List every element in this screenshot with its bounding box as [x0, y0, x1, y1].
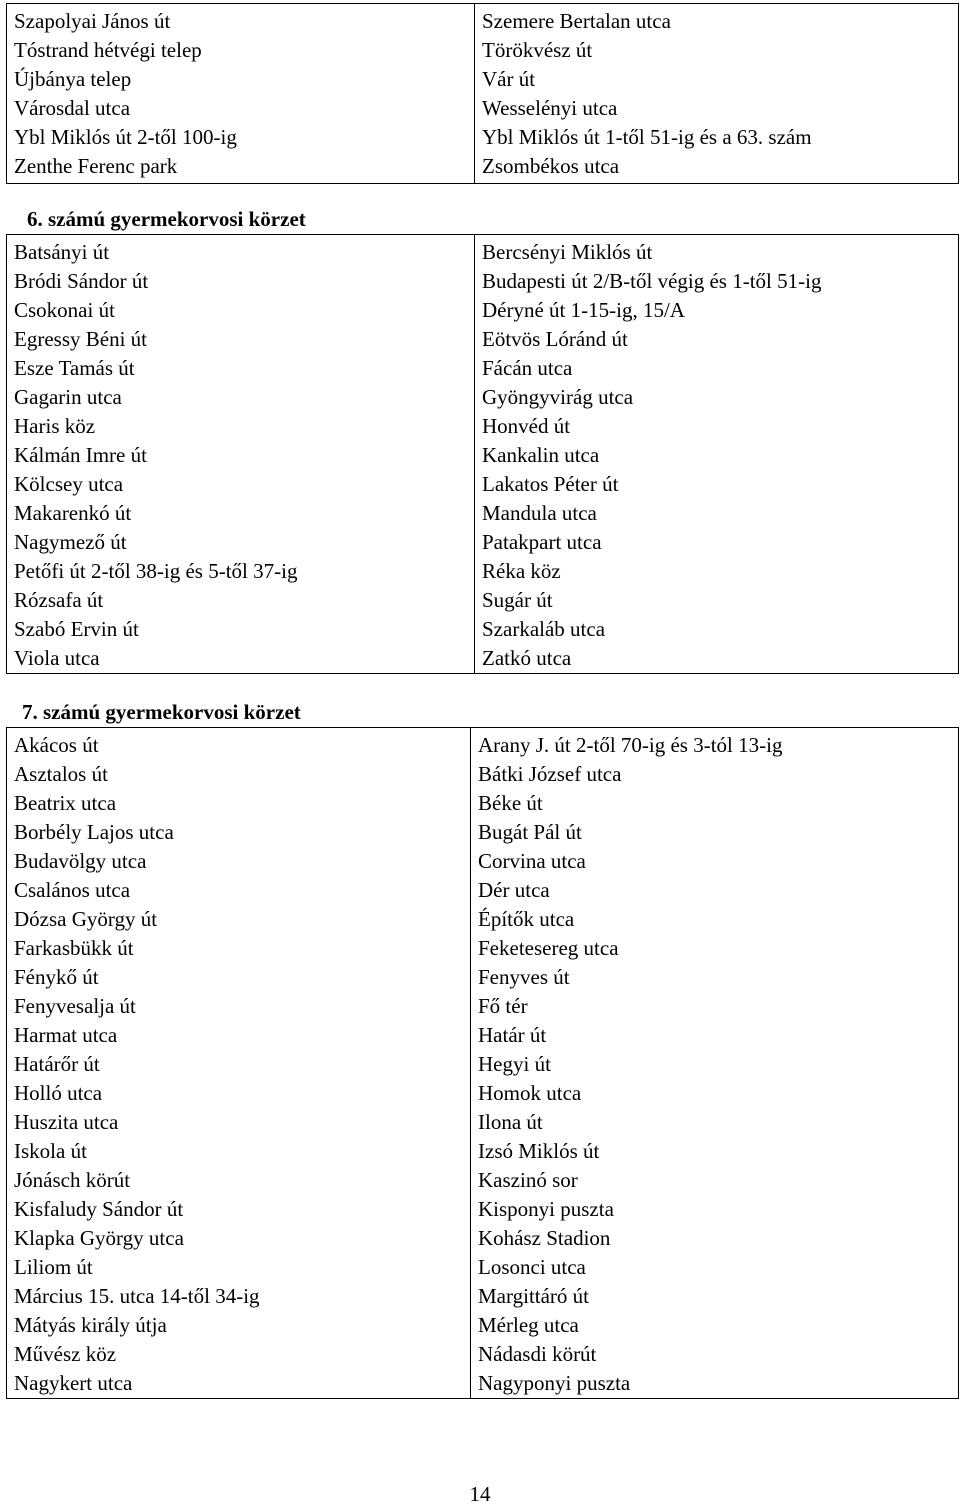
street-name: Mandula utca — [482, 501, 597, 525]
street-name: Ilona út — [478, 1110, 543, 1134]
street-column-right — [471, 728, 959, 1399]
street-name: Budavölgy utca — [14, 849, 147, 873]
street-name: Viola utca — [14, 646, 100, 670]
street-column-right — [475, 235, 959, 674]
street-name: Egressy Béni út — [14, 327, 147, 351]
street-name: Ybl Miklós út 1-től 51-ig és a 63. szám — [482, 125, 812, 149]
street-name: Asztalos út — [14, 762, 108, 786]
street-table-top — [6, 3, 959, 184]
street-name: Nádasdi körút — [478, 1342, 597, 1366]
street-name: Fenyvesalja út — [14, 994, 136, 1018]
street-name: Klapka György utca — [14, 1226, 184, 1250]
street-name: Kisfaludy Sándor út — [14, 1197, 184, 1221]
street-name: Harmat utca — [14, 1023, 118, 1047]
street-name: Honvéd út — [482, 414, 571, 438]
street-name: Réka köz — [482, 559, 561, 583]
street-name: Bródi Sándor út — [14, 269, 149, 293]
street-name: Törökvész út — [482, 38, 593, 62]
street-name: Losonci utca — [478, 1255, 586, 1279]
street-name: Nagymező út — [14, 530, 127, 554]
street-name: Déryné út 1-15-ig, 15/A — [482, 298, 685, 322]
street-name: Eötvös Lóránd út — [482, 327, 628, 351]
street-name: Sugár út — [482, 588, 553, 612]
street-name: Makarenkó út — [14, 501, 132, 525]
street-name: Feketesereg utca — [478, 936, 619, 960]
street-name: Határ út — [478, 1023, 547, 1047]
street-name: Szemere Bertalan utca — [482, 9, 671, 33]
street-name: Nagyponyi puszta — [478, 1371, 631, 1395]
street-name: Zatkó utca — [482, 646, 572, 670]
street-name: Farkasbükk út — [14, 936, 134, 960]
street-name: Szapolyai János út — [14, 9, 171, 33]
street-name: Huszita utca — [14, 1110, 119, 1134]
street-name: Homok utca — [478, 1081, 582, 1105]
street-name: Városdal utca — [14, 96, 131, 120]
street-name: Batsányi út — [14, 240, 110, 264]
street-name: Csalános utca — [14, 878, 131, 902]
street-name: Kaszinó sor — [478, 1168, 578, 1192]
street-name: Lakatos Péter út — [482, 472, 619, 496]
street-name: Fácán utca — [482, 356, 573, 380]
street-name: Építők utca — [478, 907, 575, 931]
street-name: Gagarin utca — [14, 385, 122, 409]
street-name: Borbély Lajos utca — [14, 820, 174, 844]
street-name: Mérleg utca — [478, 1313, 579, 1337]
street-name: Petőfi út 2-től 38-ig és 5-től 37-ig — [14, 559, 298, 583]
street-name: Liliom út — [14, 1255, 93, 1279]
street-name: Kankalin utca — [482, 443, 600, 467]
street-name: Művész köz — [14, 1342, 117, 1366]
street-column-left — [7, 728, 471, 1399]
street-name: Szabó Ervin út — [14, 617, 139, 641]
street-name: Nagykert utca — [14, 1371, 133, 1395]
street-name: Ybl Miklós út 2-től 100-ig — [14, 125, 237, 149]
street-name: Kohász Stadion — [478, 1226, 611, 1250]
street-table-district-6 — [6, 234, 959, 674]
page-number: 14 — [469, 1482, 491, 1506]
street-name: Budapesti út 2/B-től végig és 1-től 51-ig — [482, 269, 822, 293]
street-name: Kálmán Imre út — [14, 443, 147, 467]
street-name: Béke út — [478, 791, 543, 815]
street-name: Zsombékos utca — [482, 154, 620, 178]
street-name: Határőr út — [14, 1052, 100, 1076]
street-name: Akácos út — [14, 733, 99, 757]
street-name: Jónásch körút — [14, 1168, 131, 1192]
street-column-right — [475, 4, 959, 184]
street-name: Beatrix utca — [14, 791, 117, 815]
street-name: Margittáró út — [478, 1284, 590, 1308]
street-name: Bercsényi Miklós út — [482, 240, 653, 264]
street-name: Újbánya telep — [14, 67, 132, 91]
street-name: Patakpart utca — [482, 530, 602, 554]
street-name: Fő tér — [478, 994, 528, 1018]
street-name: Corvina utca — [478, 849, 586, 873]
street-name: Haris köz — [14, 414, 96, 438]
street-name: Mátyás király útja — [14, 1313, 167, 1337]
street-name: Arany J. út 2-től 70-ig és 3-tól 13-ig — [478, 733, 783, 757]
street-name: Dózsa György út — [14, 907, 158, 931]
street-name: Hegyi út — [478, 1052, 551, 1076]
street-column-left — [7, 4, 475, 184]
street-name: Fénykő út — [14, 965, 99, 989]
street-column-left — [7, 235, 475, 674]
street-name: Gyöngyvirág utca — [482, 385, 634, 409]
street-name: Március 15. utca 14-től 34-ig — [14, 1284, 260, 1308]
street-name: Csokonai út — [14, 298, 115, 322]
street-name: Zenthe Ferenc park — [14, 154, 178, 178]
street-name: Holló utca — [14, 1081, 103, 1105]
district-7-heading: 7. számú gyermekorvosi körzet — [22, 700, 301, 724]
street-name: Szarkaláb utca — [482, 617, 606, 641]
street-name: Iskola út — [14, 1139, 87, 1163]
street-name: Kisponyi puszta — [478, 1197, 614, 1221]
district-6-heading: 6. számú gyermekorvosi körzet — [27, 207, 306, 231]
street-name: Bátki József utca — [478, 762, 622, 786]
street-name: Izsó Miklós út — [478, 1139, 600, 1163]
street-name: Esze Tamás út — [14, 356, 135, 380]
street-name: Tóstrand hétvégi telep — [14, 38, 202, 62]
street-name: Fenyves út — [478, 965, 570, 989]
street-name: Bugát Pál út — [478, 820, 582, 844]
street-name: Kölcsey utca — [14, 472, 124, 496]
street-table-district-7 — [6, 727, 959, 1399]
street-name: Rózsafa út — [14, 588, 104, 612]
street-name: Dér utca — [478, 878, 550, 902]
street-name: Wesselényi utca — [482, 96, 618, 120]
street-name: Vár út — [482, 67, 536, 91]
